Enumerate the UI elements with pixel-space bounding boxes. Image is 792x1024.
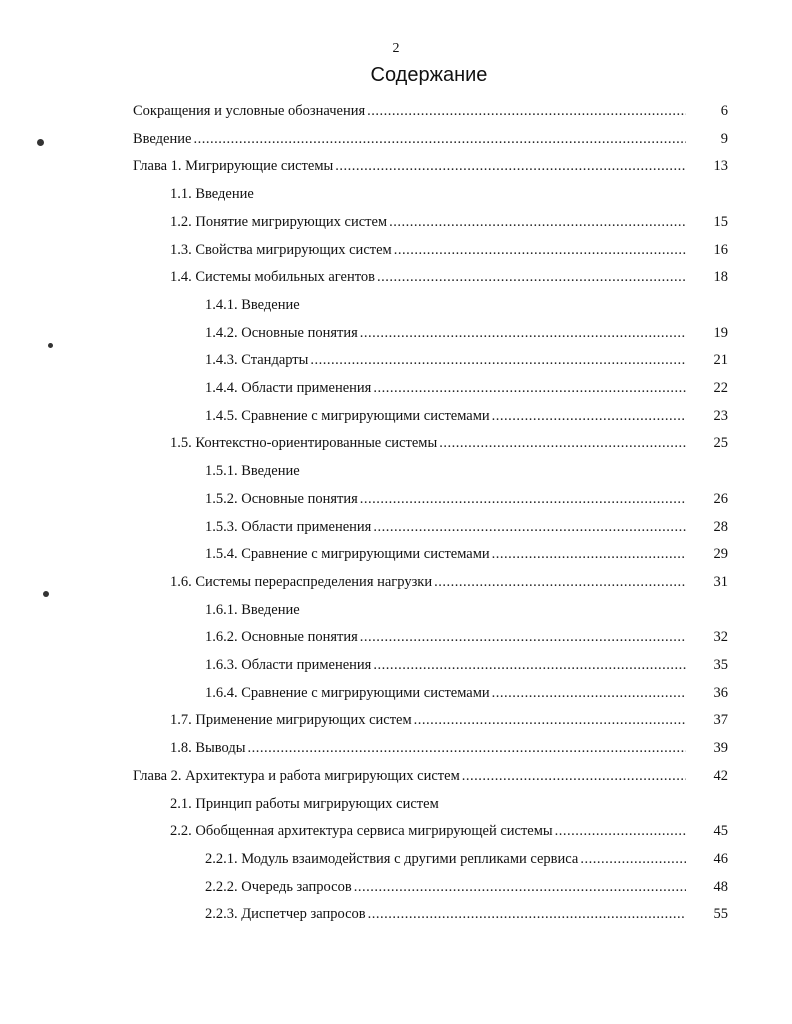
toc-entry-label: 1.6.4. Сравнение с мигрирующими системами [205,684,490,701]
toc-entry-label: 1.3. Свойства мигрирующих систем [170,241,392,258]
toc-entry-page: 48 [713,878,728,895]
toc-leader-dots [335,158,686,175]
toc-entry-label: Сокращения и условные обозначения [133,103,366,119]
toc-entry [205,879,728,899]
toc-leader-dots [360,325,686,342]
toc-entry-label: 1.5.1. Введение [205,463,300,480]
toc-entry-page: 15 [713,213,728,230]
toc-leader-dots [354,879,686,896]
toc-entry [205,297,728,317]
toc-entry-label: Глава 2. Архитектура и работа мигрирующих систем [133,767,460,784]
toc-entry-label: 1.6.3. Области применения [205,657,372,673]
toc-leader-dots [434,574,686,591]
toc-entry-page: 35 [713,657,728,673]
toc-entry-page: 37 [713,712,728,729]
toc-leader-dots [367,103,686,120]
toc-entry-label: 1.6.2. Основные понятия [205,629,358,646]
toc-entry-label: 1.4.1. Введение [205,296,300,313]
toc-entry-label: 2.2.3. Диспетчер запросов [205,906,366,923]
toc-leader-dots [555,823,686,840]
toc-entry [170,712,728,732]
toc-leader-dots [462,768,686,785]
toc-entry-label: 1.4.4. Области применения [205,380,372,396]
toc-leader-dots [580,851,686,868]
toc-entry [170,823,728,843]
toc-entry-page: 25 [713,435,728,452]
toc-entry [170,435,728,455]
toc-leader-dots [373,657,686,674]
toc-leader-dots [389,214,686,231]
toc-entry-page: 22 [713,380,728,396]
toc-leader-dots [373,380,686,397]
toc-entry [205,352,728,372]
toc-entry-label: 1.6.1. Введение [205,601,300,618]
toc-entry-page: 29 [713,546,728,563]
scan-speck [37,139,44,146]
toc-entry [205,463,728,483]
toc-leader-dots [193,131,686,148]
toc-entry-page: 46 [713,850,728,867]
page-title: Содержание [370,64,488,86]
toc-entry [133,158,728,178]
scan-speck [48,343,53,348]
toc-leader-dots [373,519,686,536]
toc-entry-page: 31 [713,573,728,590]
toc-entry [170,214,728,234]
toc-leader-dots [248,740,687,757]
toc-entry-page: 21 [713,352,728,369]
toc-entry [170,740,728,760]
toc-entry-page: 19 [713,324,728,341]
toc-entry-label: 1.5.4. Сравнение с мигрирующими системами [205,546,490,563]
toc-entry [170,269,728,289]
page-number: 2 [392,41,400,56]
toc-entry-label: 2.2.1. Модуль взаимодействия с другими репликами сервиса [205,850,579,867]
toc-entry-page: 23 [713,407,728,424]
toc-entry-page: 39 [713,740,728,757]
toc-entry [170,186,728,206]
toc-entry-label: Введение [133,130,192,147]
toc-leader-dots [394,242,686,259]
toc-entry [205,325,728,345]
toc-leader-dots [360,491,686,508]
toc-entry [133,131,728,151]
toc-entry-label: 1.4.5. Сравнение с мигрирующими системами [205,407,490,424]
toc-entry-page: 45 [713,823,728,840]
toc-entry-label: 1.5.2. Основные понятия [205,490,358,507]
toc-entry [205,380,728,400]
toc-leader-dots [414,712,686,729]
toc-entry-label: 2.2.2. Очередь запросов [205,878,352,895]
toc-entry-page: 55 [713,906,728,923]
toc-entry-page: 32 [713,629,728,646]
toc-entry [205,546,728,566]
toc-leader-dots [492,685,686,702]
toc-entry-label: 1.4.2. Основные понятия [205,324,358,341]
toc-entry-label: 1.1. Введение [170,186,254,203]
toc-entry [205,685,728,705]
toc-entry-page: 13 [713,158,728,175]
toc-entry-label: 1.4. Системы мобильных агентов [170,269,375,286]
toc-entry-label: 1.4.3. Стандарты [205,352,309,369]
toc-entry-label: 1.5.3. Области применения [205,518,372,535]
toc-entry [170,796,728,816]
toc-entry-label: 1.6. Системы перераспределения нагрузки [170,573,433,590]
toc-entry-label: 2.2. Обобщенная архитектура сервиса мигрирующей системы [170,823,553,840]
toc-leader-dots [368,906,686,923]
toc-entry [170,574,728,594]
toc-entry-page: 18 [713,269,728,286]
toc-leader-dots [492,546,686,563]
toc-entry-page: 26 [713,490,728,507]
toc-entry [205,657,728,677]
toc-entry-label: 1.7. Применение мигрирующих систем [170,712,412,729]
toc-entry-page: 42 [713,767,728,784]
toc-entry [170,242,728,262]
toc-entry-page: 16 [713,241,728,258]
toc-entry-label: 1.5. Контекстно-ориентированные системы [170,435,438,452]
toc-leader-dots [377,269,686,286]
scan-speck [43,591,49,597]
toc-entry-page: 9 [720,130,728,147]
toc-entry-label: 2.1. Принцип работы мигрирующих систем [170,795,439,812]
toc-leader-dots [360,629,686,646]
toc-entry-page: 6 [720,103,728,119]
toc-entry [133,103,728,123]
toc-entry-label: 1.8. Выводы [170,740,246,757]
toc-entry [133,768,728,788]
toc-entry [205,629,728,649]
toc-entry-label: Глава 1. Мигрирующие системы [133,158,334,175]
toc-leader-dots [310,352,686,369]
toc-entry-page: 28 [713,518,728,535]
toc-entry-page: 36 [713,684,728,701]
toc-leader-dots [492,408,686,425]
toc-leader-dots [439,435,686,452]
toc-entry-label: 1.2. Понятие мигрирующих систем [170,213,388,230]
toc-entry [205,491,728,511]
toc-entry [205,519,728,539]
toc-entry [205,851,728,871]
toc-entry [205,906,728,926]
toc-entry [205,602,728,622]
toc-entry [205,408,728,428]
